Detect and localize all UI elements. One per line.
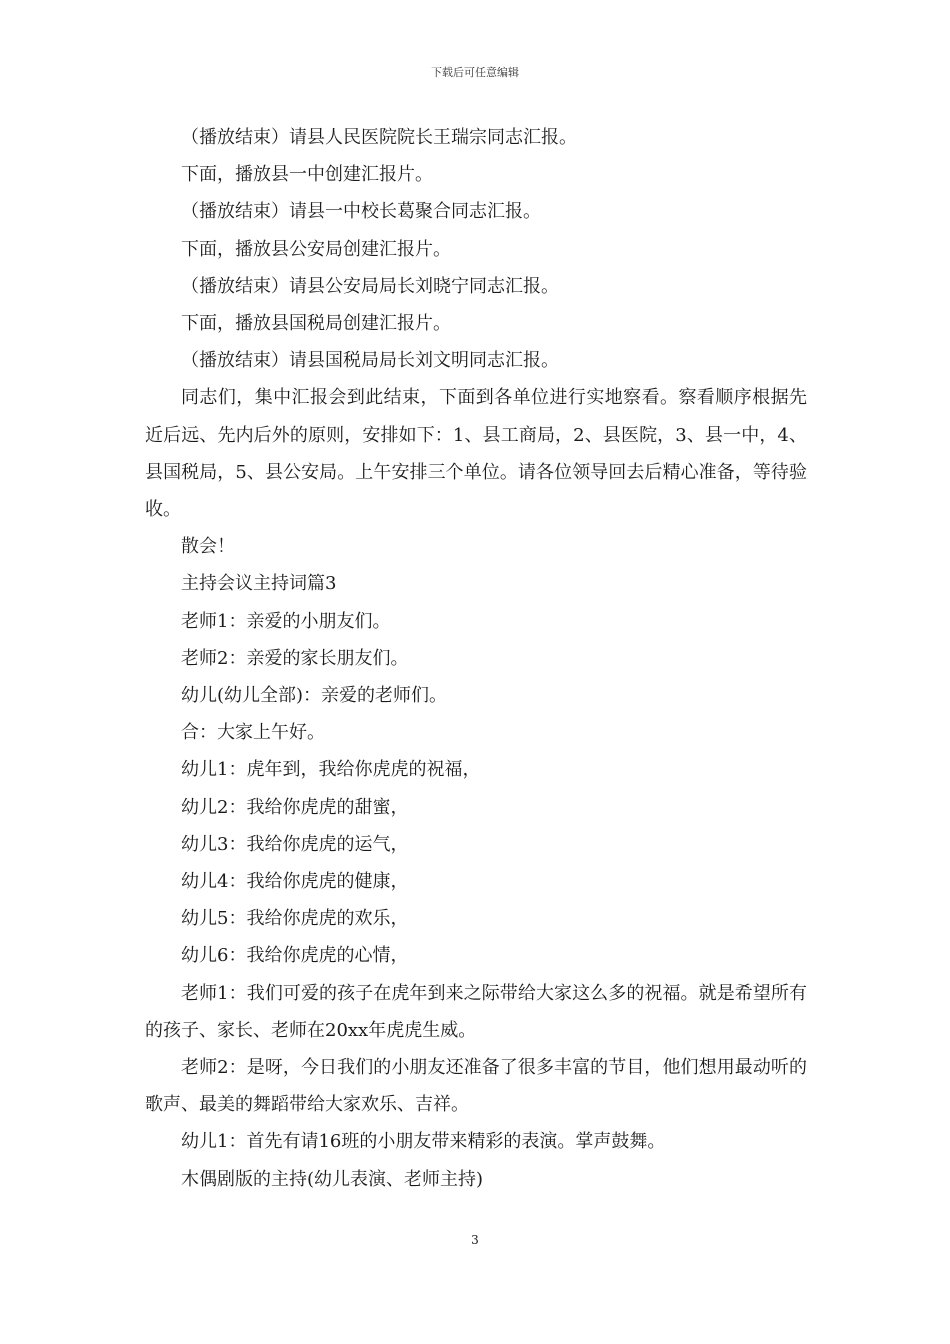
- document-body: [145, 119, 807, 1198]
- section-title: 主持会议主持词篇3: [181, 573, 337, 595]
- paragraph: 幼儿4：我给你虎虎的健康，: [181, 871, 409, 893]
- paragraph: （播放结束）请县公安局局长刘晓宁同志汇报。: [181, 275, 559, 297]
- paragraph: 老师2：亲爱的家长朋友们。: [181, 647, 409, 669]
- paragraph: 幼儿1：虎年到，我给你虎虎的祝福，: [181, 759, 481, 781]
- paragraph: 幼儿5：我给你虎虎的欢乐，: [181, 908, 409, 930]
- paragraph: 幼儿6：我给你虎虎的心情，: [181, 945, 409, 967]
- paragraph: 下面，播放县公安局创建汇报片。: [181, 238, 451, 260]
- paragraph: 合：大家上午好。: [181, 722, 325, 744]
- page-number: 3: [471, 1233, 479, 1247]
- page-header-note: 下载后可任意编辑: [431, 66, 519, 79]
- paragraph: 木偶剧版的主持(幼儿表演、老师主持): [181, 1168, 484, 1190]
- paragraph: 老师1：亲爱的小朋友们。: [181, 610, 391, 632]
- paragraph: 老师1：我们可爱的孩子在虎年到来之际带给大家这么多的祝福。就是希望所有的孩子、家长、老师在20xx年虎虎生威。: [145, 982, 807, 1041]
- paragraph: 幼儿2：我给你虎虎的甜蜜，: [181, 796, 409, 818]
- paragraph: 幼儿3：我给你虎虎的运气，: [181, 833, 409, 855]
- paragraph: 幼儿1：首先有请16班的小朋友带来精彩的表演。掌声鼓舞。: [181, 1131, 666, 1153]
- paragraph: （播放结束）请县一中校长葛聚合同志汇报。: [181, 201, 541, 223]
- paragraph: （播放结束）请县人民医院院长王瑞宗同志汇报。: [181, 127, 577, 148]
- paragraph: （播放结束）请县国税局局长刘文明同志汇报。: [181, 350, 559, 372]
- paragraph: 老师2：是呀，今日我们的小朋友还准备了很多丰富的节目，他们想用最动听的歌声、最美的舞蹈带给大家欢乐、吉祥。: [145, 1057, 807, 1116]
- paragraph: 同志们，集中汇报会到此结束，下面到各单位进行实地察看。察看顺序根据先近后远、先内后外的原则，安排如下：1、县工商局，2、县医院，3、县一中，4、县国税局，5、县公安局。上午安排三个单位。请各位领导回去后精心准备，等待验收。: [145, 387, 807, 521]
- paragraph: 散会！: [181, 536, 235, 558]
- paragraph: 幼儿(幼儿全部)：亲爱的老师们。: [181, 685, 448, 707]
- paragraph: 下面，播放县一中创建汇报片。: [181, 164, 433, 186]
- paragraph: 下面，播放县国税局创建汇报片。: [181, 313, 451, 335]
